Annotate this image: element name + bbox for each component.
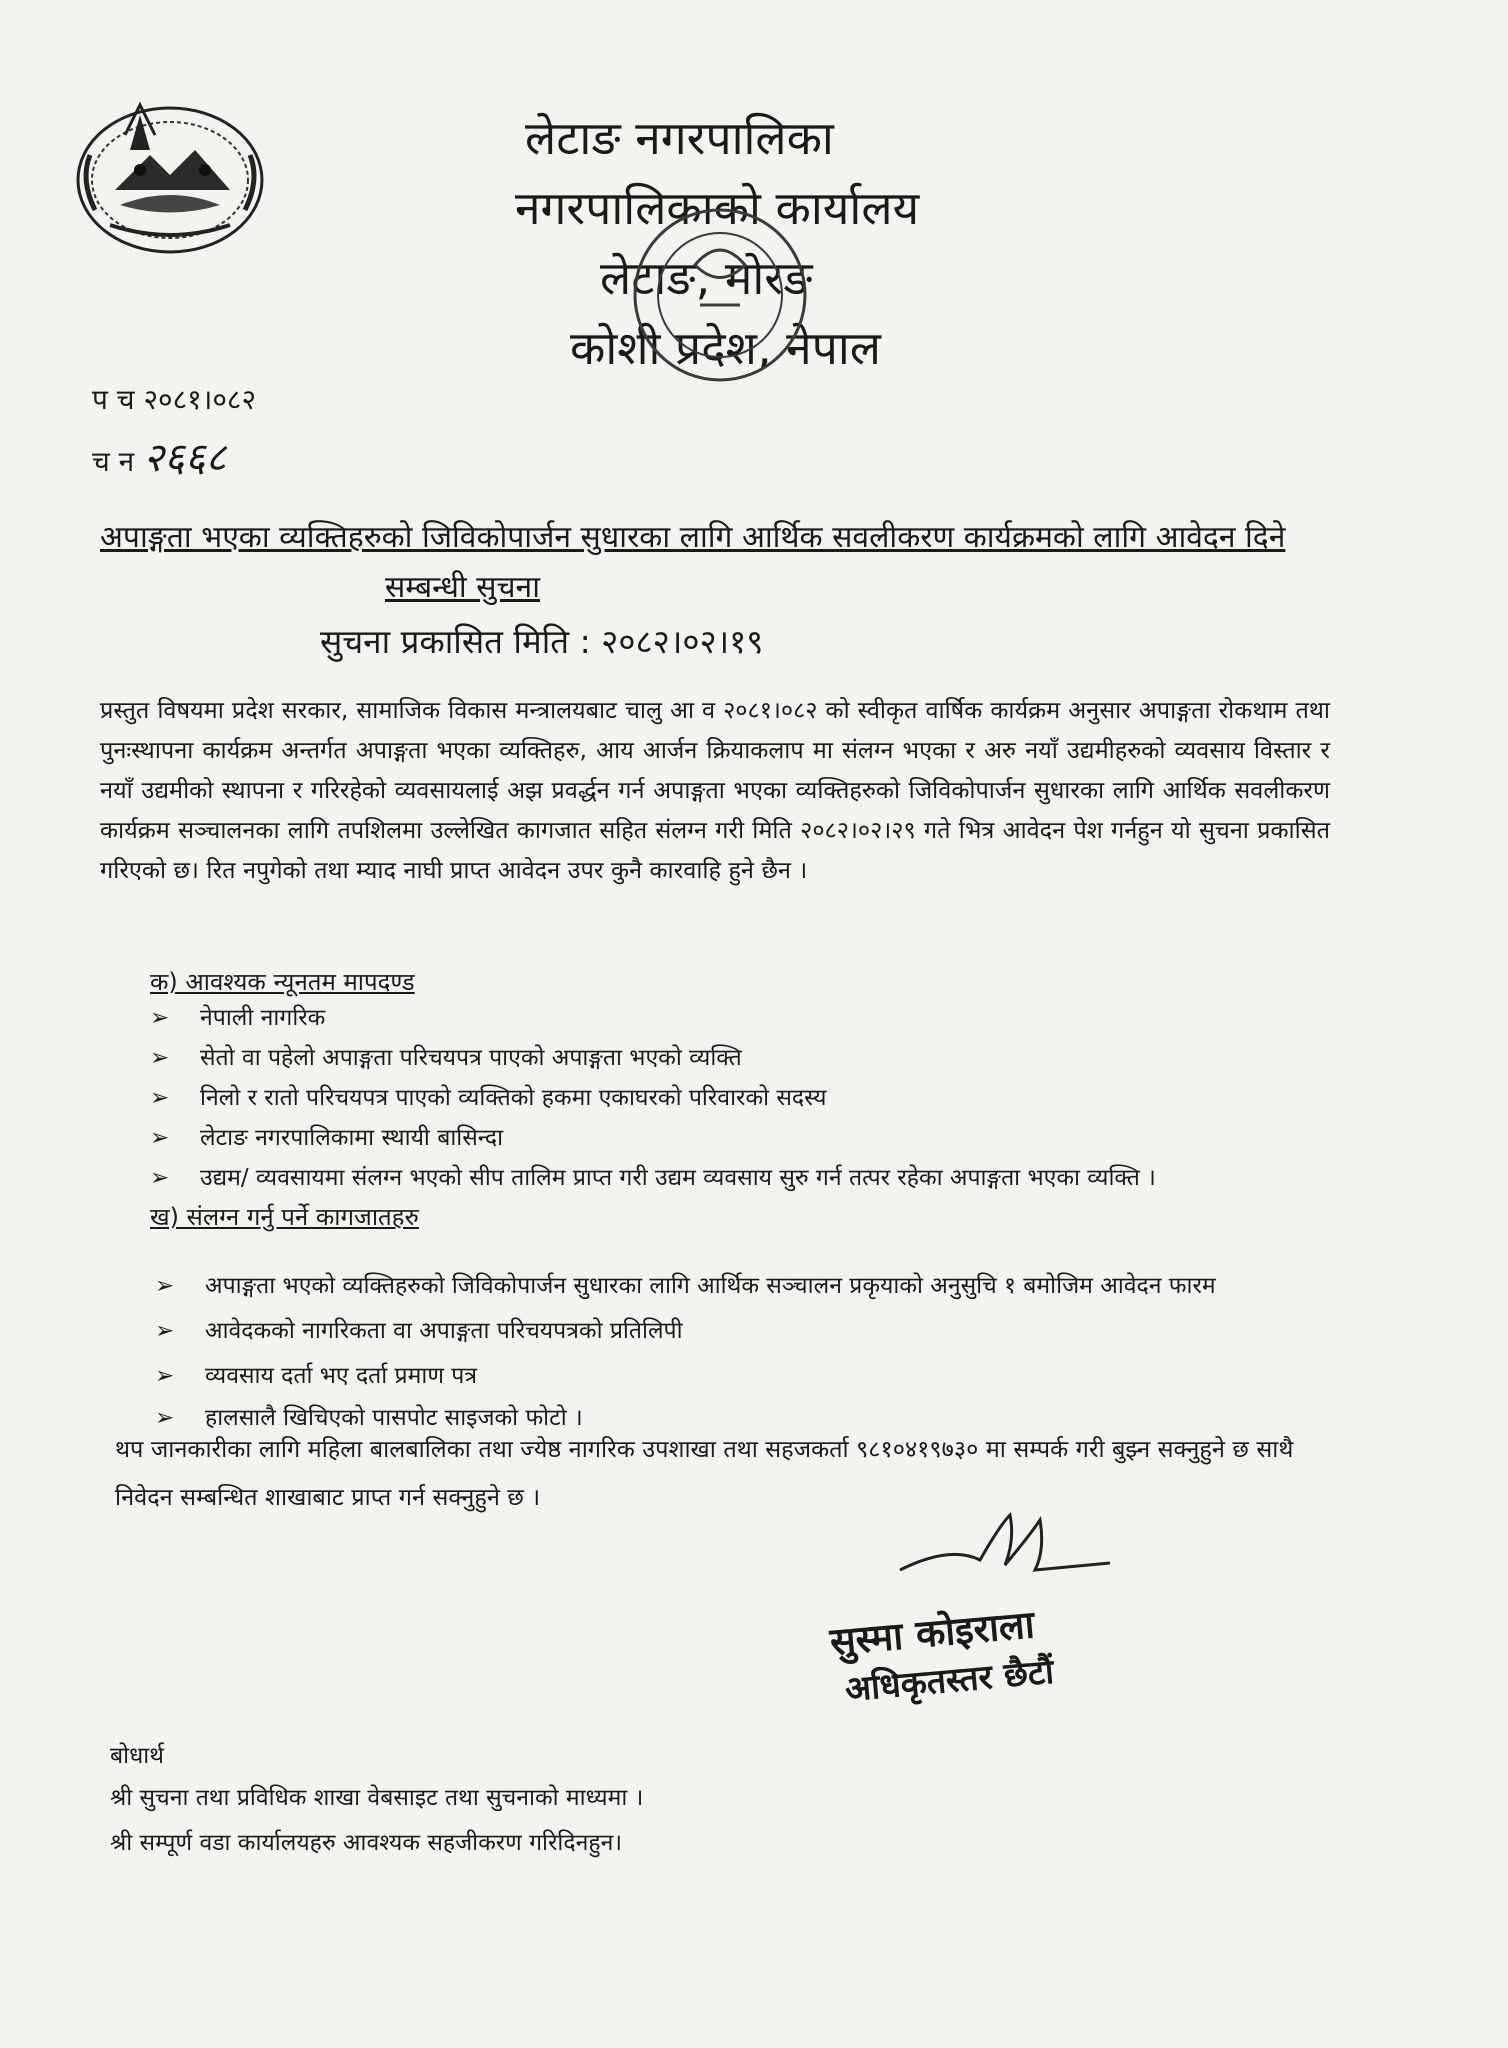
arrow-icon: ➢	[150, 1165, 170, 1191]
cc-heading: बोधार्थ	[110, 1743, 164, 1769]
arrow-icon: ➢	[150, 1125, 170, 1151]
office-seal-icon	[600, 195, 840, 395]
arrow-icon: ➢	[155, 1363, 175, 1389]
section-b-item: ➢ हालसालै खिचिएको पासपोट साइजको फोटो ।	[155, 1405, 583, 1431]
section-a-item: ➢ लेटाङ नगरपालिकामा स्थायी बासिन्दा	[150, 1125, 504, 1151]
cc-line: श्री सम्पूर्ण वडा कार्यालयहरु आवश्यक सहजीकरण गरिदिनहुन।	[110, 1830, 623, 1856]
section-b-heading: ख) संलग्न गर्नु पर्ने कागजातहरु	[150, 1203, 419, 1231]
cc-line: श्री सुचना तथा प्रविधिक शाखा वेबसाइट तथा सुचनाको माध्यमा ।	[110, 1785, 644, 1811]
section-a-heading: क) आवश्यक न्यूनतम मापदण्ड	[150, 968, 415, 996]
section-b-item: ➢ अपाङ्गता भएको व्यक्तिहरुको जिविकोपार्जन सुधारका लागि आर्थिक सञ्चालन प्रकृयाको अनुसुचि १ बमोजिम आवेदन फारम	[155, 1273, 1216, 1299]
arrow-icon: ➢	[155, 1273, 175, 1299]
section-b-item: ➢ आवेदकको नागरिकता वा अपाङ्गता परिचयपत्रको प्रतिलिपी	[155, 1318, 683, 1344]
contact-paragraph: थप जानकारीका लागि महिला बालबालिका तथा ज्येष्ठ नागरिक उपशाखा तथा सहजकर्ता ९८१०४१९७३० मा सम्पर्क गरी बुझ्न सक्नुहुने छ साथै निवेदन सम्बन्धित शाखाबाट प्राप्त गर्न सक्नुहुने छ ।	[115, 1435, 1294, 1511]
government-emblem-icon	[70, 95, 270, 260]
section-a-item: ➢ निलो र रातो परिचयपत्र पाएको व्यक्तिको हकमा एकाघरको परिवारको सदस्य	[150, 1085, 827, 1111]
arrow-icon: ➢	[150, 1045, 170, 1071]
section-a-item: ➢ उद्यम/ व्यवसायमा संलग्न भएको सीप तालिम प्राप्त गरी उद्यम व्यवसाय सुरु गर्न तत्पर रहेका अपाङ्गता भएका व्यक्ति ।	[150, 1165, 1156, 1191]
body-paragraph: प्रस्तुत विषयमा प्रदेश सरकार, सामाजिक विकास मन्त्रालयबाट चालु आ व २०८१।०८२ को स्वीकृत वार्षिक कार्यक्रम अनुसार अपाङ्गता रोकथाम तथा पुनःस्थापना कार्यक्रम अन्तर्गत अपाङ्गता भएका व्यक्तिहरु, आय आर्जन क्रियाकलाप मा संलग्न भएका र अरु नयाँ उद्यमीहरुको व्यवसाय विस्तार र नयाँ उद्यमीको स्थापना र गरिरहेको व्यवसायलाई अझ प्रवर्द्धन गर्न अपाङ्गता भएका व्यक्तिहरुको जिविकोपार्जन सुधारका लागि आर्थिक सवलीकरण कार्यक्रम सञ्चालनका लागि तपशिलमा उल्लेखित कागजात सहित संलग्न गरी मिति २०८२।०२।२९ गते भित्र आवेदन पेश गर्नहुन यो सुचना प्रकासित गरिएको छ। रित नपुगेको तथा म्याद नाघी प्राप्त आवेदन उपर कुनै कारवाहि हुने छैन ।	[100, 696, 1330, 884]
office-province: कोशी प्रदेश, नेपाल	[570, 321, 881, 375]
office-name: नगरपालिकाको कार्यालय	[515, 181, 920, 235]
signatory-name: सुस्मा कोइराला	[828, 1602, 1037, 1664]
office-location: लेटाङ, मोरङ	[600, 251, 813, 305]
published-date: सुचना प्रकासित मिति : २०८२।०२।१९	[320, 622, 764, 661]
dispatch-number-ref: च न २६६८	[92, 435, 227, 481]
section-a-item: ➢ सेतो वा पहेलो अपाङ्गता परिचयपत्र पाएको अपाङ्गता भएको व्यक्ति	[150, 1045, 742, 1071]
arrow-icon: ➢	[150, 1005, 170, 1031]
municipality-name: लेटाङ नगरपालिका	[525, 111, 834, 165]
arrow-icon: ➢	[155, 1405, 175, 1431]
arrow-icon: ➢	[150, 1085, 170, 1111]
signatory-title: अधिकृतस्तर छैटौं	[843, 1651, 1056, 1710]
subject-line-1: अपाङ्गता भएका व्यक्तिहरुको जिविकोपार्जन सुधारका लागि आर्थिक सवलीकरण कार्यक्रमको लागि आवेदन दिने	[100, 520, 1286, 555]
signature-scribble-icon	[890, 1505, 1120, 1585]
section-b-item: ➢ व्यवसाय दर्ता भए दर्ता प्रमाण पत्र	[155, 1363, 478, 1389]
section-a-item: ➢ नेपाली नागरिक	[150, 1005, 326, 1031]
fiscal-year-ref: प च २०८१।०८२	[92, 383, 257, 416]
subject-line-2: सम्बन्धी सुचना	[385, 570, 540, 605]
arrow-icon: ➢	[155, 1318, 175, 1344]
